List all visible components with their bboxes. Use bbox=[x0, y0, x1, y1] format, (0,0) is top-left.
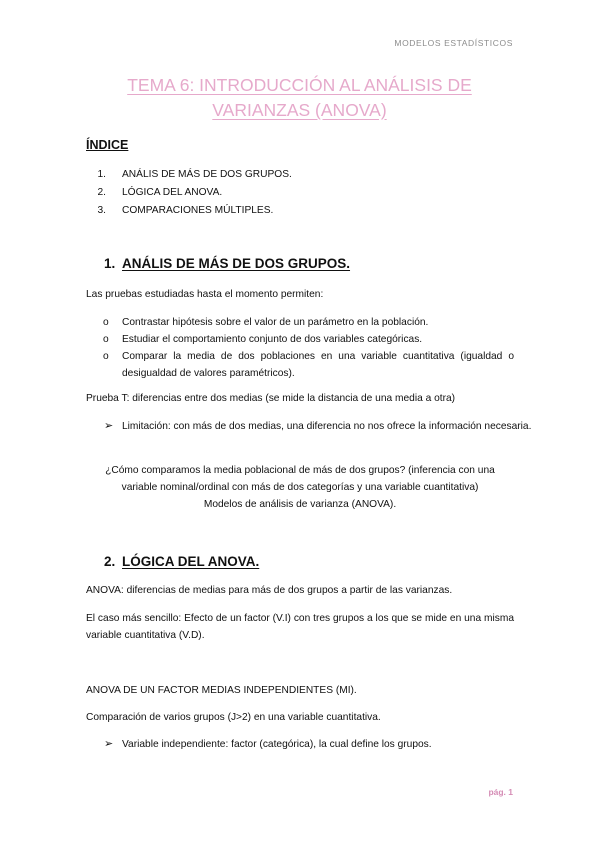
page-number: pág. 1 bbox=[488, 787, 513, 797]
anova-definition: ANOVA: diferencias de medias para más de dos grupos a partir de las varianzas. bbox=[86, 585, 453, 596]
list-item-text: Estudiar el comportamiento conjunto de dos variables categóricas. bbox=[122, 334, 423, 345]
list-item-text: Comparar la media de dos poblaciones en una variable cuantitativa (igualdad o desigualdad de valores paramétricos). bbox=[122, 351, 514, 379]
bullet-icon: o bbox=[103, 351, 109, 362]
index-item-label: COMPARACIONES MÚLTIPLES. bbox=[122, 205, 274, 216]
index-item-number: 2. bbox=[97, 187, 106, 198]
index-list bbox=[86, 166, 292, 220]
independent-variable-text: Variable independiente: factor (categórica), la cual define los grupos. bbox=[122, 739, 432, 750]
simple-case-text: El caso más sencillo: Efecto de un factor (V.I) con tres grupos a los que se mide en una misma variable cuantitativa (V.D). bbox=[86, 613, 514, 641]
index-item-label: LÓGICA DEL ANOVA. bbox=[122, 187, 223, 198]
bullet-icon: o bbox=[103, 334, 109, 345]
list-item bbox=[86, 314, 514, 331]
list-item bbox=[86, 348, 514, 382]
running-header: MODELOS ESTADÍSTICOS bbox=[394, 38, 513, 48]
arrow-bullet-icon: ➢ bbox=[104, 738, 114, 750]
prueba-t-text: Prueba T: diferencias entre dos medias (se mide la distancia de una media a otra) bbox=[86, 393, 456, 404]
index-item bbox=[86, 166, 292, 184]
comparison-text: Comparación de varios grupos (J>2) en una variable cuantitativa. bbox=[86, 712, 381, 723]
arrow-bullet-icon: ➢ bbox=[104, 420, 114, 432]
index-heading: ÍNDICE bbox=[86, 138, 129, 152]
section-2-title: LÓGICA DEL ANOVA. bbox=[122, 554, 260, 569]
independent-variable-item bbox=[104, 736, 532, 753]
limitation-item bbox=[104, 418, 532, 435]
section-1-heading bbox=[104, 256, 350, 271]
one-factor-subheading: ANOVA DE UN FACTOR MEDIAS INDEPENDIENTES (MI). bbox=[86, 685, 357, 696]
section-1-intro: Las pruebas estudiadas hasta el momento permiten: bbox=[86, 289, 324, 300]
index-item bbox=[86, 202, 292, 220]
anova-models-text: Modelos de análisis de varianza (ANOVA). bbox=[203, 499, 397, 510]
index-item-label: ANÁLIS DE MÁS DE DOS GRUPOS. bbox=[122, 169, 292, 180]
section-2-heading bbox=[104, 554, 259, 569]
bullet-icon: o bbox=[103, 317, 109, 328]
capabilities-list bbox=[86, 314, 514, 382]
section-2-number: 2. bbox=[104, 554, 116, 569]
index-item-number: 3. bbox=[97, 205, 106, 216]
document-title: TEMA 6: INTRODUCCIÓN AL ANÁLISIS DE VARIANZAS (ANOVA) bbox=[127, 75, 472, 120]
section-1-number: 1. bbox=[104, 256, 116, 271]
section-1-title: ANÁLIS DE MÁS DE DOS GRUPOS. bbox=[122, 256, 351, 271]
index-item bbox=[86, 184, 292, 202]
index-item-number: 1. bbox=[97, 169, 106, 180]
list-item bbox=[86, 331, 514, 348]
list-item-text: Contrastar hipótesis sobre el valor de un parámetro en la población. bbox=[122, 317, 429, 328]
research-question: ¿Cómo comparamos la media poblacional de más de dos grupos? (inferencia con una variable nominal/ordinal con más de dos categorías y una variable cuantitativa) bbox=[105, 465, 495, 493]
limitation-text: Limitación: con más de dos medias, una diferencia no nos ofrece la información necesaria. bbox=[122, 421, 532, 432]
